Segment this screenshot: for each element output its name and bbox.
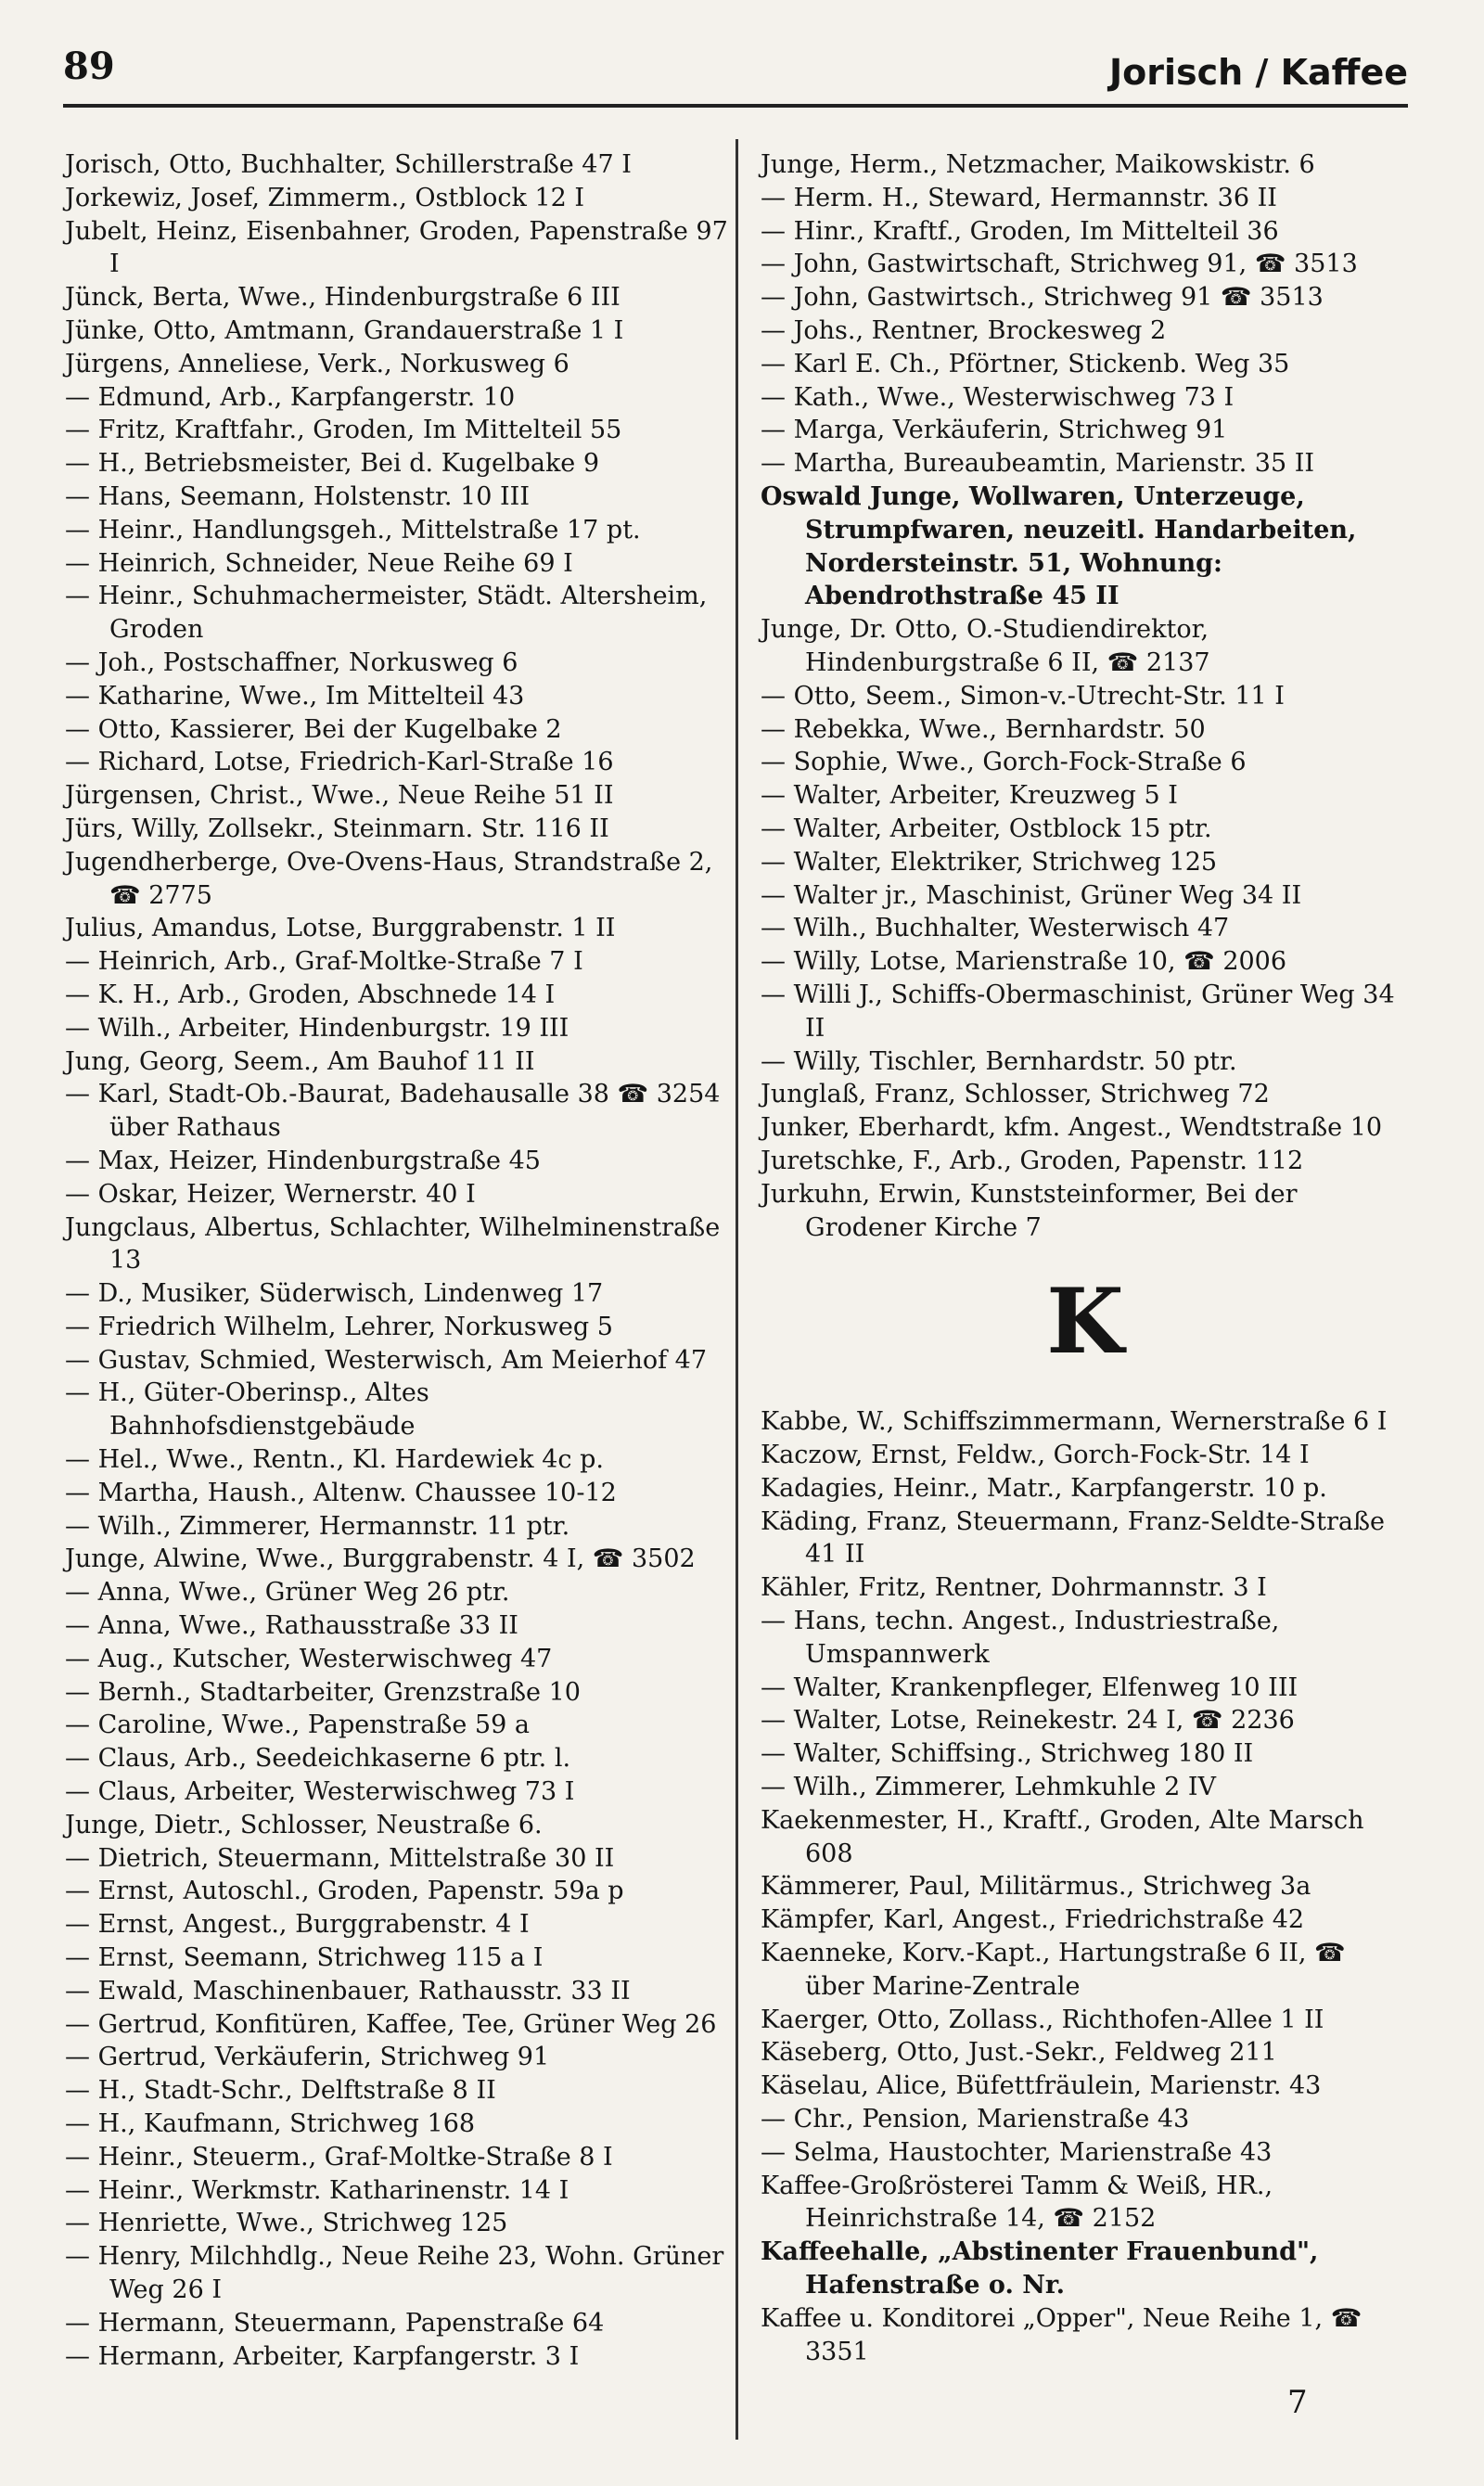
directory-entry: Kämmerer, Paul, Militärmus., Strichweg 3a [761, 1872, 1311, 1902]
directory-entry: — Martha, Bureaubeamtin, Marienstr. 35 II [761, 449, 1315, 479]
directory-entry: Jünck, Berta, Wwe., Hindenburgstraße 6 III [65, 283, 620, 313]
directory-entry: Jubelt, Heinz, Eisenbahner, Groden, Papenstraße 97 I [65, 216, 728, 279]
directory-entry: Kaerger, Otto, Zollass., Richthofen-Allee 1 II [761, 2005, 1324, 2034]
directory-entry: — Hans, techn. Angest., Industriestraße, Umspannwerk [761, 1607, 1280, 1669]
directory-entry: Jungclaus, Albertus, Schlachter, Wilhelminenstraße 13 [65, 1212, 721, 1275]
directory-entry: — Wilh., Zimmerer, Hermannstr. 11 ptr. [65, 1511, 570, 1541]
directory-entry: — Richard, Lotse, Friedrich-Karl-Straße 16 [65, 748, 614, 777]
directory-entry: — Ernst, Autoschl., Groden, Papenstr. 59a p [65, 1877, 624, 1906]
directory-entry: — Gertrud, Verkäuferin, Strichweg 91 [65, 2043, 550, 2072]
directory-entry: Käselau, Alice, Büfettfräulein, Marienstr. 43 [761, 2071, 1322, 2101]
directory-entry: Kaenneke, Korv.-Kapt., Hartungstraße 6 II, ☎ über Marine-Zentrale [761, 1939, 1346, 2001]
directory-entry: — Willy, Lotse, Marienstraße 10, ☎ 2006 [761, 947, 1287, 977]
directory-entry: — Walter, Krankenpfleger, Elfenweg 10 III [761, 1672, 1298, 1702]
directory-entry: — Hel., Wwe., Rentn., Kl. Hardewiek 4c p. [65, 1445, 604, 1475]
directory-entry: — Ernst, Seemann, Strichweg 115 a I [65, 1943, 544, 1973]
directory-entry: — Johs., Rentner, Brockesweg 2 [761, 315, 1167, 345]
directory-entry: — Henriette, Wwe., Strichweg 125 [65, 2209, 508, 2238]
signature-mark: 7 [1287, 2384, 1308, 2421]
directory-entry: — Anna, Wwe., Grüner Weg 26 ptr. [65, 1578, 510, 1608]
directory-entry: — H., Stadt-Schr., Delftstraße 8 II [65, 2076, 496, 2106]
right-column [761, 148, 1410, 2368]
directory-entry: — Walter, Arbeiter, Kreuzweg 5 I [761, 781, 1178, 811]
directory-entry: — Hans, Seemann, Holstenstr. 10 III [65, 481, 530, 511]
directory-entry: — Dietrich, Steuermann, Mittelstraße 30 II [65, 1843, 615, 1873]
directory-entry: — Gertrud, Konfitüren, Kaffee, Tee, Grüner Weg 26 [65, 2009, 717, 2039]
directory-entry: — Ewald, Maschinenbauer, Rathausstr. 33 II [65, 1976, 631, 2005]
column-divider [736, 139, 738, 2440]
directory-entry: Junge, Alwine, Wwe., Burggrabenstr. 4 I, ☎ 3502 [65, 1544, 696, 1574]
directory-entry: — Otto, Kassierer, Bei der Kugelbake 2 [65, 714, 562, 744]
directory-entry: — Wilh., Buchhalter, Westerwisch 47 [761, 914, 1230, 943]
directory-entry: — H., Kaufmann, Strichweg 168 [65, 2109, 476, 2139]
directory-entry: — Aug., Kutscher, Westerwischweg 47 [65, 1644, 553, 1673]
directory-entry: — Hermann, Steuermann, Papenstraße 64 [65, 2308, 605, 2338]
directory-entry: — Marga, Verkäuferin, Strichweg 91 [761, 416, 1228, 445]
directory-entry: — Ernst, Angest., Burggrabenstr. 4 I [65, 1910, 530, 1940]
directory-entry: Jorisch, Otto, Buchhalter, Schillerstraße 47 I [65, 150, 632, 179]
page-header [63, 45, 1408, 100]
advertisement-entry: Oswald Junge, Wollwaren, Unterzeuge, Strumpfwaren, neuzeitl. Handarbeiten, Nordersteinstr. 51, Wohnung: Abendrothstraße 45 II [761, 481, 1357, 611]
directory-entry: Junge, Dr. Otto, O.-Studiendirektor, Hindenburgstraße 6 II, ☎ 2137 [761, 615, 1210, 677]
directory-entry: — Karl, Stadt-Ob.-Baurat, Badehausalle 38 ☎ 3254 über Rathaus [65, 1080, 721, 1143]
directory-entry: Kaekenmester, H., Kraftf., Groden, Alte Marsch 608 [761, 1805, 1364, 1868]
page-number: 89 [63, 45, 115, 88]
directory-entry: Jorkewiz, Josef, Zimmerm., Ostblock 12 I [65, 183, 585, 212]
directory-entry: — Rebekka, Wwe., Bernhardstr. 50 [761, 714, 1206, 744]
directory-entry: — H., Betriebsmeister, Bei d. Kugelbake 9 [65, 449, 600, 479]
directory-entry: — H., Güter-Oberinsp., Altes Bahnhofsdienstgebäude [65, 1378, 429, 1442]
directory-entry: — D., Musiker, Süderwisch, Lindenweg 17 [65, 1279, 604, 1309]
directory-entry: — Kath., Wwe., Westerwischweg 73 I [761, 382, 1235, 412]
directory-entry: Junge, Dietr., Schlosser, Neustraße 6. [65, 1810, 543, 1839]
directory-entry: — Otto, Seem., Simon-v.-Utrecht-Str. 11 I [761, 681, 1285, 711]
left-column [65, 148, 733, 2373]
bold-entry: Kaffeehalle, „Abstinenter Frauenbund", Hafenstraße o. Nr. [761, 2237, 1319, 2300]
directory-entry: — Sophie, Wwe., Gorch-Fock-Straße 6 [761, 748, 1247, 777]
directory-entry: — Heinr., Handlungsgeh., Mittelstraße 17 pt. [65, 515, 641, 545]
directory-entry: Jurkuhn, Erwin, Kunststeinformer, Bei der Grodener Kirche 7 [761, 1179, 1298, 1242]
directory-entry: Kadagies, Heinr., Matr., Karpfangerstr. 10 p. [761, 1473, 1327, 1503]
directory-entry: — Selma, Haustochter, Marienstraße 43 [761, 2137, 1273, 2167]
directory-entry: Juretschke, F., Arb., Groden, Papenstr. 112 [761, 1146, 1304, 1175]
directory-entry: — Max, Heizer, Hindenburgstraße 45 [65, 1146, 541, 1175]
directory-entry: — John, Gastwirtschaft, Strichweg 91, ☎ 3513 [761, 250, 1358, 279]
directory-entry: — Joh., Postschaffner, Norkusweg 6 [65, 647, 518, 677]
directory-entry: — K. H., Arb., Groden, Abschnede 14 I [65, 980, 556, 1009]
directory-entry: — Katharine, Wwe., Im Mittelteil 43 [65, 681, 525, 711]
directory-entry: — Martha, Haush., Altenw. Chaussee 10-12 [65, 1478, 617, 1507]
directory-entry: — Heinr., Werkmstr. Katharinenstr. 14 I [65, 2175, 569, 2205]
directory-entry: Kaczow, Ernst, Feldw., Gorch-Fock-Str. 14 I [761, 1441, 1310, 1470]
directory-entry: — Wilh., Arbeiter, Hindenburgstr. 19 III [65, 1013, 569, 1043]
directory-entry: — Claus, Arb., Seedeichkaserne 6 ptr. l. [65, 1744, 571, 1774]
directory-entry: Junglaß, Franz, Schlosser, Strichweg 72 [761, 1080, 1270, 1109]
directory-entry: — Anna, Wwe., Rathausstraße 33 II [65, 1611, 518, 1641]
directory-entry: — Heinr., Schuhmachermeister, Städt. Altersheim, Groden [65, 582, 708, 645]
directory-entry: — Claus, Arbeiter, Westerwischweg 73 I [65, 1777, 575, 1807]
directory-entry: — Heinrich, Arb., Graf-Moltke-Straße 7 I [65, 947, 583, 977]
directory-entry: — Gustav, Schmied, Westerwisch, Am Meierhof 47 [65, 1345, 708, 1375]
directory-entry: — Walter, Arbeiter, Ostblock 15 ptr. [761, 814, 1212, 843]
directory-entry: — Walter, Lotse, Reinekestr. 24 I, ☎ 2236 [761, 1706, 1295, 1736]
header-rule [63, 104, 1408, 108]
directory-entry: — Willy, Tischler, Bernhardstr. 50 ptr. [761, 1046, 1237, 1076]
directory-entry: Junge, Herm., Netzmacher, Maikowskistr. 6 [761, 150, 1315, 179]
directory-entry: — Walter, Elektriker, Strichweg 125 [761, 847, 1218, 877]
directory-entry: Käding, Franz, Steuermann, Franz-Seldte-Straße 41 II [761, 1506, 1385, 1570]
directory-entry: Kämpfer, Karl, Angest., Friedrichstraße 42 [761, 1905, 1305, 1935]
directory-entry: — Hermann, Arbeiter, Karpfangerstr. 3 I [65, 2341, 580, 2371]
directory-entry: — Oskar, Heizer, Wernerstr. 40 I [65, 1179, 476, 1209]
directory-entry: Jürs, Willy, Zollsekr., Steinmarn. Str. 116 II [65, 814, 609, 843]
directory-entry: Kähler, Fritz, Rentner, Dohrmannstr. 3 I [761, 1573, 1267, 1603]
section-letter: K [1046, 1269, 1124, 1375]
directory-entry: Jugendherberge, Ove-Ovens-Haus, Strandstraße 2, ☎ 2775 [65, 847, 713, 910]
directory-entry: — Fritz, Kraftfahr., Groden, Im Mittelteil 55 [65, 416, 622, 445]
directory-entry: — Willi J., Schiffs-Obermaschinist, Grüner Weg 34 II [761, 980, 1395, 1043]
directory-entry: Jung, Georg, Seem., Am Bauhof 11 II [65, 1046, 535, 1076]
directory-entry: — Wilh., Zimmerer, Lehmkuhle 2 IV [761, 1773, 1216, 1802]
directory-entry: — Karl E. Ch., Pförtner, Stickenb. Weg 35 [761, 349, 1290, 378]
directory-entry: — Heinr., Steuerm., Graf-Moltke-Straße 8 I [65, 2142, 613, 2172]
directory-entry: Jünke, Otto, Amtmann, Grandauerstraße 1 I [65, 315, 624, 345]
directory-entry: Jürgensen, Christ., Wwe., Neue Reihe 51 II [65, 781, 614, 811]
directory-entry: Kaffee u. Konditorei „Opper", Neue Reihe 1, ☎ 3351 [761, 2303, 1362, 2366]
directory-entry: — Chr., Pension, Marienstraße 43 [761, 2105, 1190, 2134]
directory-entry: — Hinr., Kraftf., Groden, Im Mittelteil 36 [761, 216, 1279, 246]
directory-entry: Kaffee-Großrösterei Tamm & Weiß, HR., Heinrichstraße 14, ☎ 2152 [761, 2171, 1273, 2234]
directory-entry: — Caroline, Wwe., Papenstraße 59 a [65, 1711, 530, 1740]
directory-entry: — Henry, Milchhdlg., Neue Reihe 23, Wohn. Grüner Weg 26 I [65, 2242, 724, 2304]
directory-entry: — Herm. H., Steward, Hermannstr. 36 II [761, 183, 1277, 212]
directory-entry: — Edmund, Arb., Karpfangerstr. 10 [65, 382, 516, 412]
directory-entry: — Bernh., Stadtarbeiter, Grenzstraße 10 [65, 1677, 581, 1707]
directory-entry: Jürgens, Anneliese, Verk., Norkusweg 6 [65, 349, 569, 378]
running-head: Jorisch / Kaffee [1109, 52, 1408, 93]
directory-entry: — Friedrich Wilhelm, Lehrer, Norkusweg 5 [65, 1312, 613, 1341]
directory-entry: Käseberg, Otto, Just.-Sekr., Feldweg 211 [761, 2038, 1277, 2068]
directory-entry: — John, Gastwirtsch., Strichweg 91 ☎ 3513 [761, 283, 1324, 313]
directory-entry: Kabbe, W., Schiffszimmermann, Wernerstraße 6 I [761, 1407, 1388, 1437]
directory-entry: — Walter jr., Maschinist, Grüner Weg 34 II [761, 880, 1302, 910]
directory-entry: Junker, Eberhardt, kfm. Angest., Wendtstraße 10 [761, 1113, 1383, 1143]
directory-entry: Julius, Amandus, Lotse, Burggrabenstr. 1 II [65, 914, 616, 943]
directory-entry: — Heinrich, Schneider, Neue Reihe 69 I [65, 548, 573, 578]
directory-entry: — Walter, Schiffsing., Strichweg 180 II [761, 1739, 1254, 1769]
